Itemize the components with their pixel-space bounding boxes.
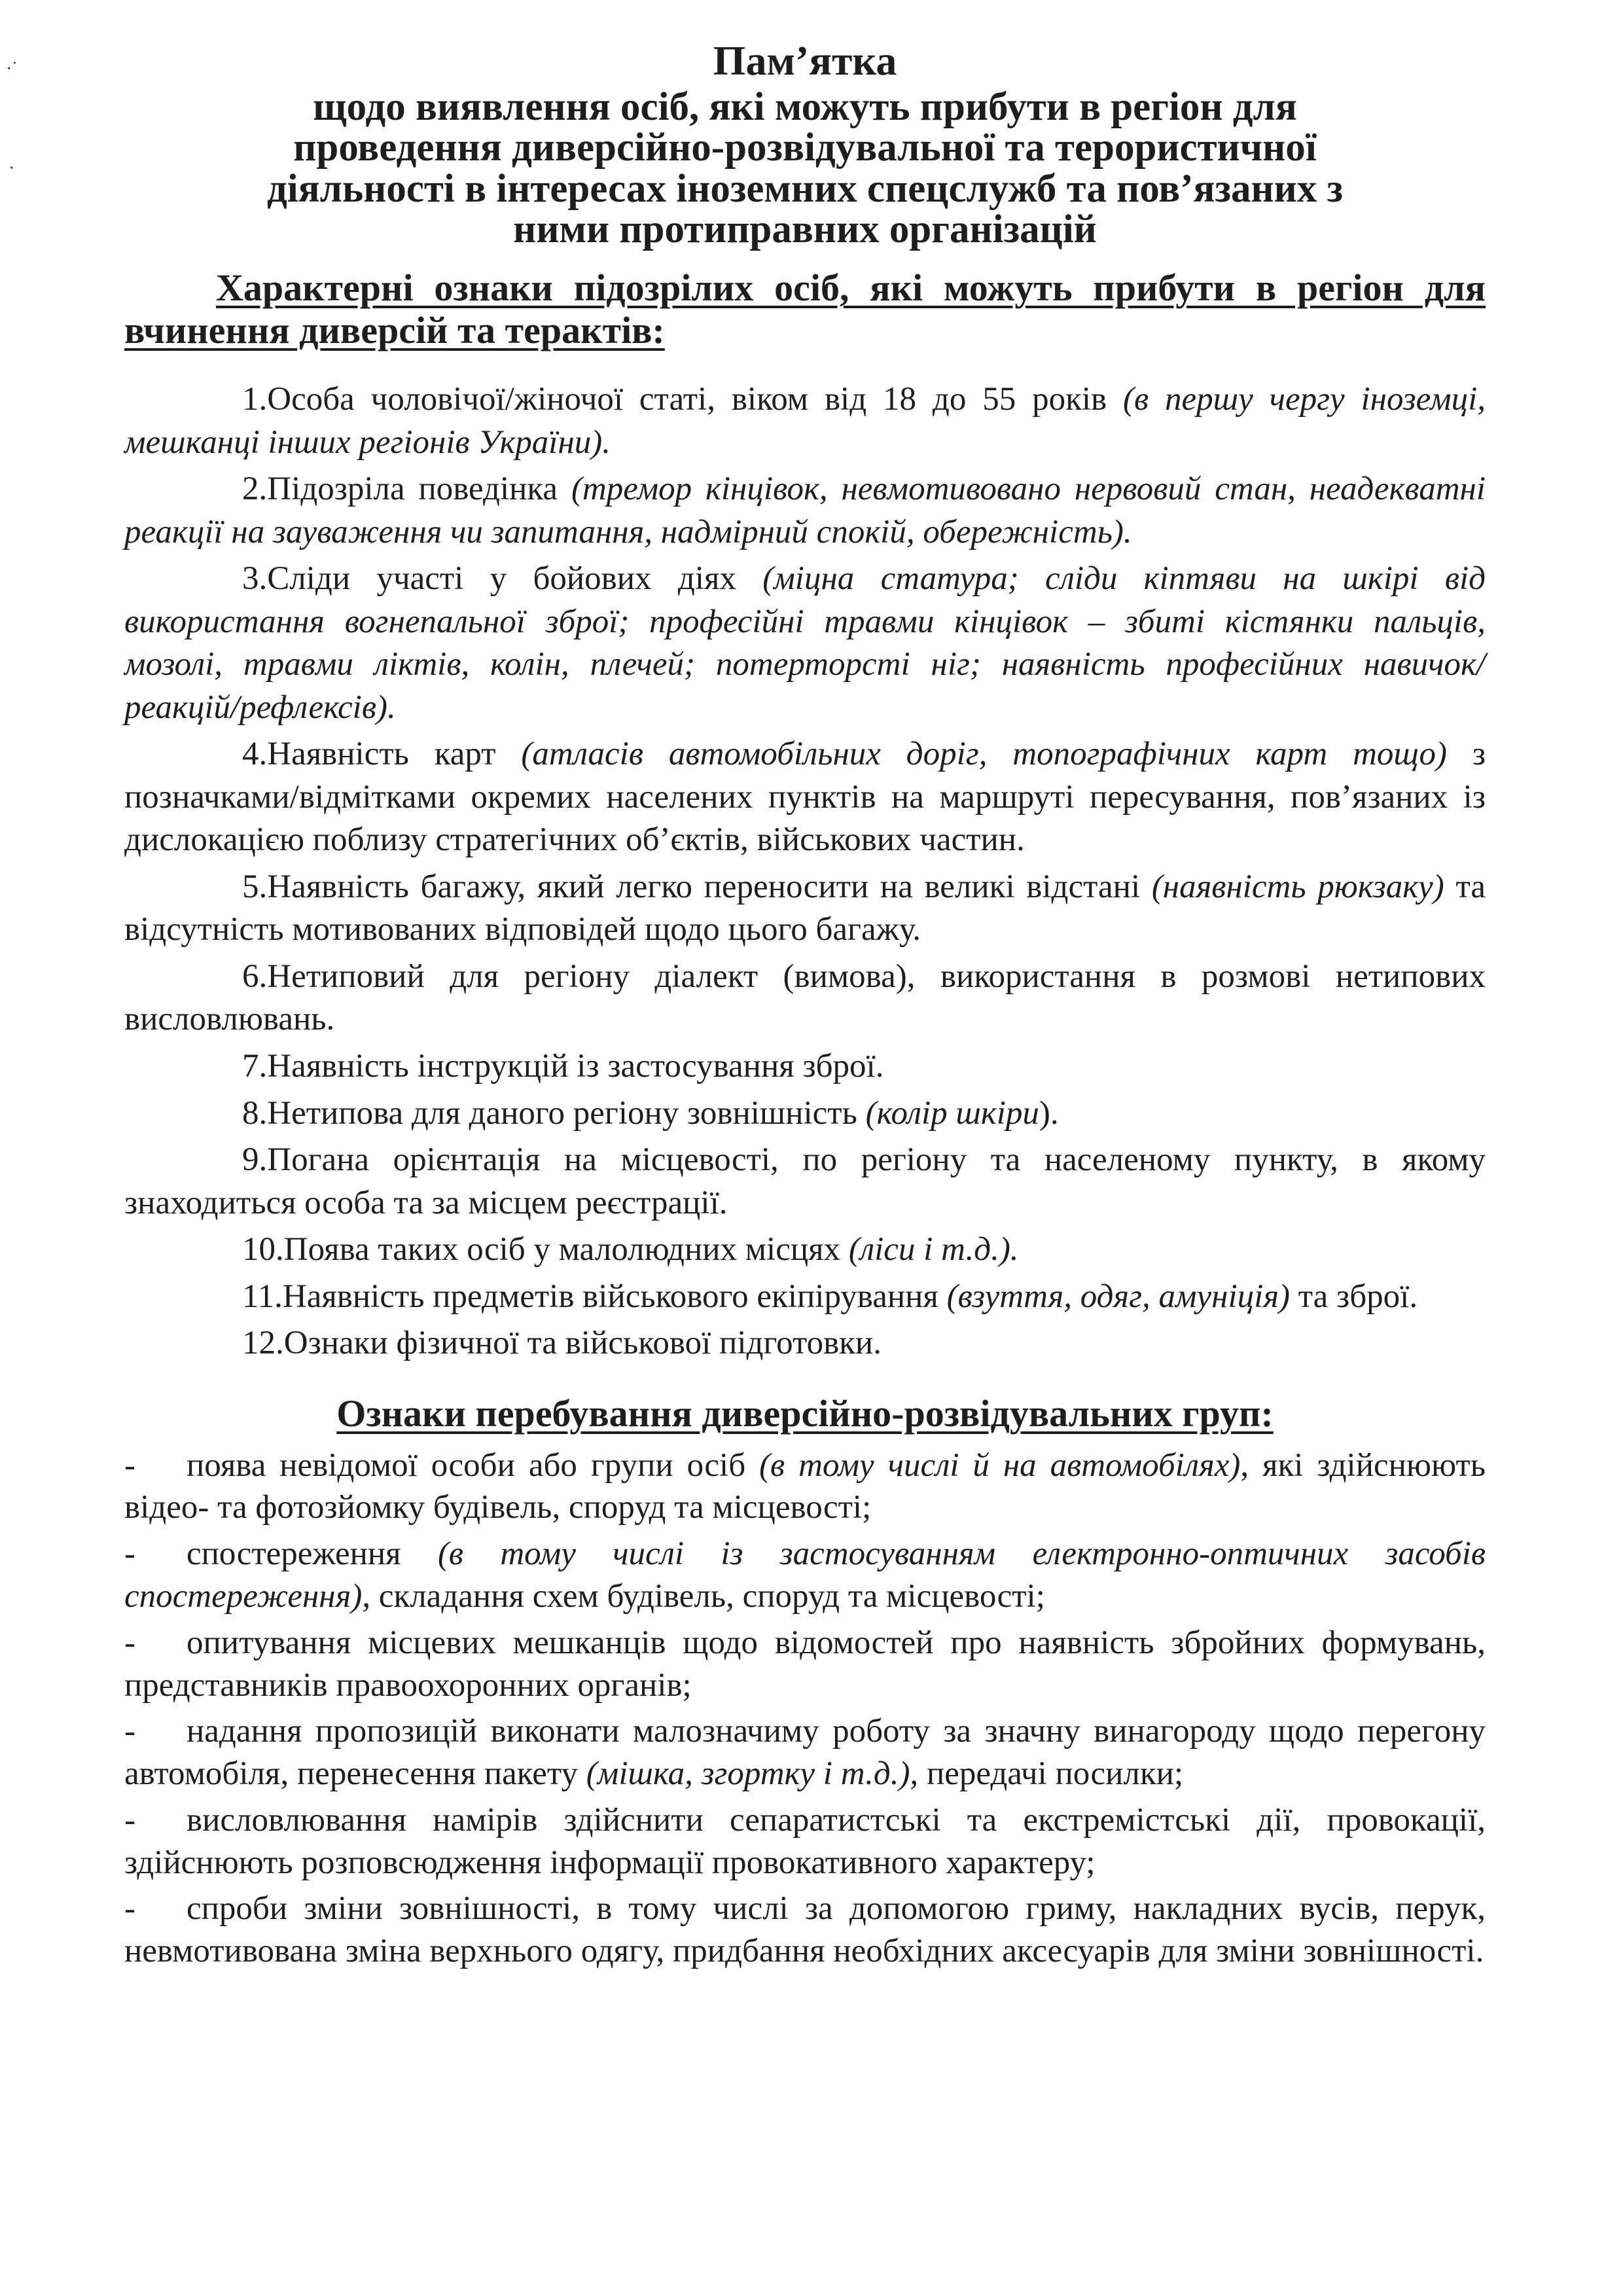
item-note: (колір шкіри [865, 1094, 1039, 1132]
subtitle-line: ними протиправних організацій [513, 207, 1097, 251]
list-number: 7. [242, 1048, 268, 1085]
list-dash: - [124, 1624, 135, 1661]
list-number: 1. [242, 381, 268, 418]
list-item [124, 733, 1486, 862]
list-item [124, 956, 1486, 1041]
item-text: спостереження [187, 1535, 401, 1573]
item-note: (взуття, одяг, амуніція) [946, 1278, 1291, 1315]
list-dash: - [124, 1713, 135, 1750]
list-number: 5. [242, 868, 268, 905]
item-note: (в першу чергу іноземці, мешканці інших регіонів України). [124, 381, 1486, 461]
list-dash: - [124, 1890, 135, 1928]
list-number: 2. [242, 471, 268, 508]
section-heading-suspect-signs: Характерні ознаки підозрілих осіб, які можуть прибути в регіон для вчинення диверсій та терактів: [124, 266, 1486, 352]
list-number: 12. [242, 1325, 284, 1362]
list-item [124, 866, 1486, 952]
subtitle-line: діяльності в інтересах іноземних спецслужб та пов’язаних з [266, 166, 1344, 211]
list-number: 6. [242, 958, 268, 995]
list-dash: - [124, 1535, 135, 1573]
list-number: 10. [242, 1231, 284, 1268]
list-dash: - [124, 1446, 135, 1484]
item-text: поява невідомої особи або групи осіб [187, 1446, 746, 1484]
item-note: (міцна статура; сліди кіптяви на шкірі від використання вогнепальної зброї; професійні травми кінцівок – збиті кістянки пальців, мозолі, травми ліктів, колін, плечей; потерторсті ніг; наявність професійних навичок/реакцій/рефлексів). [124, 560, 1486, 726]
item-tail: з позначками/відмітками окремих населених пунктів на маршруті пересування, пов’язаних із дислокацією поблизу стратегічних об’єктів, військових частин. [124, 736, 1486, 859]
item-tail: , які здійснюють відео- та фотозйомку будівель, споруд та місцевості; [124, 1446, 1486, 1526]
item-note: (ліси і т.д.). [848, 1231, 1019, 1268]
item-text: Особа чоловічої/жіночої статі, віком від 18 до 55 років [267, 381, 1107, 418]
list-number: 8. [242, 1094, 268, 1132]
item-note: (в тому числі й на автомобілях) [759, 1446, 1241, 1484]
list-item [124, 1139, 1486, 1225]
list-item [124, 1322, 1486, 1365]
scan-speck: ∙ [9, 157, 14, 179]
item-note: (мішка, згортку і т.д.), [586, 1755, 919, 1793]
section-heading-sabotage-groups: Ознаки перебування диверсійно-розвідувальних груп: [336, 1391, 1274, 1435]
item-tail: , складання схем будівель, споруд та місцевості; [362, 1577, 1045, 1615]
sabotage-group-signs-list [124, 1444, 1486, 1973]
item-tail: ). [1039, 1094, 1059, 1132]
list-item [124, 468, 1486, 554]
subtitle-line: щодо виявлення осіб, які можуть прибути в регіон для [313, 85, 1297, 130]
list-item [124, 1799, 1486, 1884]
item-tail: та зброї. [1298, 1278, 1418, 1315]
item-tail: та відсутність мотивованих відповідей щодо цього багажу. [124, 868, 1486, 948]
item-note: (в тому числі із застосуванням електронно-оптичних засобів спостереження) [124, 1535, 1486, 1615]
scan-speck: ∙˙ [7, 58, 18, 79]
item-text: Поява таких осіб у малолюдних місцях [283, 1231, 841, 1268]
list-item [124, 1045, 1486, 1088]
item-text: Погана орієнтація на місцевості, по регіону та населеному пункту, в якому знаходиться особа та за місцем реєстрації. [124, 1141, 1486, 1221]
document-subtitle [124, 87, 1486, 250]
list-number: 11. [242, 1278, 283, 1315]
item-text: спроби зміни зовнішності, в тому числі за допомогою гриму, накладних вусів, перук, невмотивована зміна верхнього одягу, придбання необхідних аксесуарів для зміни зовнішності. [124, 1890, 1486, 1970]
item-tail: передачі посилки; [926, 1755, 1184, 1793]
item-text: Сліди участі у бойових діях [267, 560, 736, 598]
list-item [124, 1533, 1486, 1618]
item-text: Нетипова для даного регіону зовнішність [267, 1094, 857, 1132]
item-text: Наявність карт [267, 736, 496, 773]
list-dash: - [124, 1801, 135, 1839]
item-note: (тремор кінцівок, невмотивовано нервовий стан, неадекватні реакції на зауваження чи запитання, надмірний спокій, обережність). [124, 471, 1486, 550]
list-item [124, 1276, 1486, 1319]
list-item [124, 1710, 1486, 1795]
list-number: 4. [242, 736, 268, 773]
item-text: опитування місцевих мешканців щодо відомостей про наявність збройних формувань, представників правоохоронних органів; [124, 1624, 1486, 1704]
item-note: (наявність рюкзаку) [1151, 868, 1444, 905]
item-text: Ознаки фізичної та військової підготовки. [283, 1325, 882, 1362]
list-item [124, 1229, 1486, 1272]
list-item [124, 1622, 1486, 1707]
item-text: Наявність предметів військового екіпірування [282, 1278, 938, 1315]
document-title: Пам’ятка [713, 37, 897, 84]
item-text: Нетиповий для регіону діалект (вимова), використання в розмові нетипових висловлювань. [124, 958, 1486, 1038]
list-item [124, 1092, 1486, 1136]
list-item [124, 1888, 1486, 1973]
list-number: 3. [242, 560, 268, 598]
document-page [124, 39, 1486, 1977]
item-text: надання пропозицій виконати малозначиму роботу за значну винагороду щодо перегону автомобіля, перенесення пакету [124, 1713, 1486, 1793]
subtitle-line: проведення диверсійно-розвідувальної та терористичної [293, 126, 1317, 170]
item-text: Наявність багажу, який легко переносити на великі відстані [267, 868, 1141, 905]
item-note: (атласів автомобільних доріг, топографічних карт тощо) [521, 736, 1448, 773]
list-item [124, 558, 1486, 729]
list-item [124, 378, 1486, 464]
item-text: Підозріла поведінка [267, 471, 558, 508]
item-text: висловлювання намірів здійснити сепаратистські та екстремістські дії, провокації, здійснюють розповсюдження інформації провокативного характеру; [124, 1801, 1486, 1881]
list-item [124, 1444, 1486, 1530]
item-text: Наявність інструкцій із застосування зброї. [267, 1048, 884, 1085]
suspect-signs-list [124, 378, 1486, 1365]
list-number: 9. [242, 1141, 268, 1179]
